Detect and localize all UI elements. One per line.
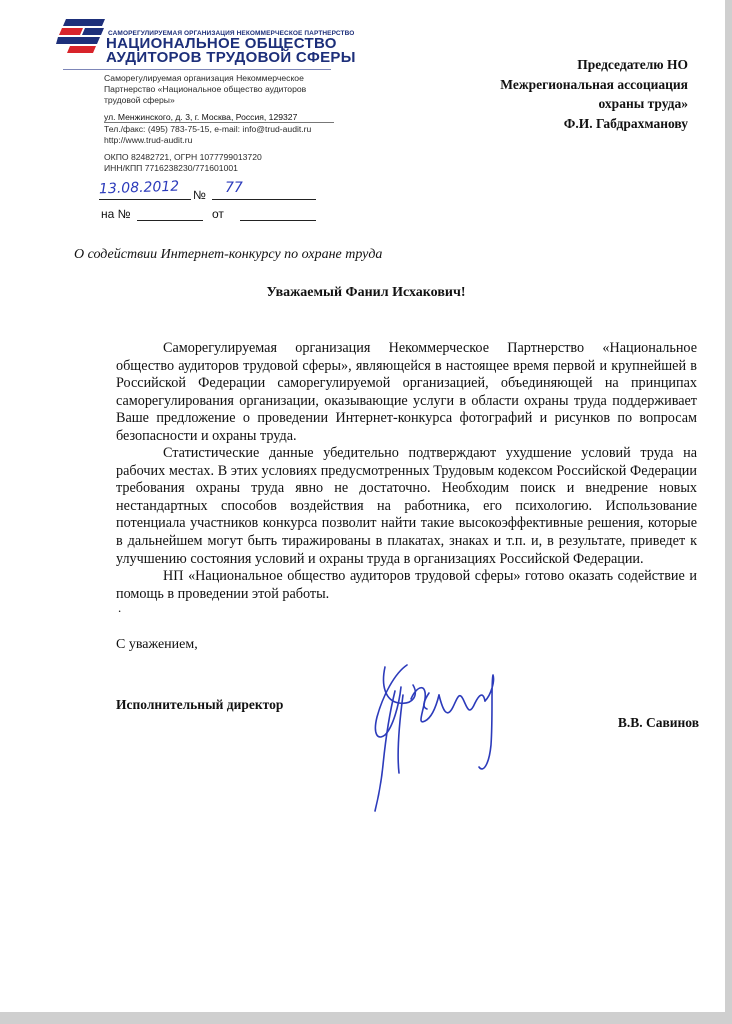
org-full-name-line1: Саморегулируемая организация Некоммерческое [104, 73, 304, 83]
scan-edge-right [725, 0, 732, 1024]
ref-from-label: от [212, 207, 224, 221]
date-underline [99, 199, 191, 200]
addressee-line2: Межрегиональная ассоциация [500, 76, 688, 92]
org-full-name-line2: Партнерство «Национальное общество аудиторов [104, 84, 307, 94]
body-paragraph-2: Статистические данные убедительно подтверждают ухудшение условий труда на рабочих местах. В этих условиях предусмотренных Трудовым кодексом Российской Федерации требования охраны труда явно не достаточно. Необходим поиск и внедрение новых нестандартных способов воздействия на работника, его психологию. Использование потенциала участников конкурса позволит найти такие высокоэффективные решения, которые в дальнейшем могут быть тиражированы в плакатах, знаках и т.п. и, в результате, приведет к улучшению состояния условий и охраны труда в организациях Российской Федерации. [116, 445, 697, 567]
signatory-name: В.В. Савинов [617, 715, 699, 730]
salutation: Уважаемый Фанил Исхакович! [266, 285, 466, 300]
ref-number-label: на № [101, 207, 131, 221]
org-phone: Тел./факс: (495) 783-75-15, e-mail: info@trud-audit.ru [104, 124, 312, 134]
stray-dot: . [118, 600, 122, 615]
org-inn: ИНН/КПП 7716238230/771601001 [104, 163, 238, 173]
org-website: http://www.trud-audit.ru [104, 135, 193, 145]
letter-body [116, 340, 697, 603]
scan-edge-bottom [0, 1012, 732, 1024]
addressee-line1: Председателю НО [577, 57, 688, 72]
org-name-line2: АУДИТОРОВ ТРУДОВОЙ СФЕРЫ [106, 49, 356, 66]
org-name-line1: НАЦИОНАЛЬНОЕ ОБЩЕСТВО [106, 35, 337, 52]
addressee-line3: охраны труда» [598, 96, 688, 111]
org-address: ул. Менжинского, д. 3, г. Москва, Россия, 129327 [104, 112, 298, 122]
handwritten-date: 13.08.2012 [98, 178, 180, 198]
body-paragraph-1: Саморегулируемая организация Некоммерческое Партнерство «Национальное общество аудиторов трудовой сферы», являющейся в настоящее время первой и крупнейшей в Российской Федерации саморегулируемой организацией, объединяющей на принципах саморегулирования организации, оказывающие услуги в области охраны труда поддерживает Ваше предложение о проведении Интернет-конкурса фотографий и рисунков по вопросам безопасности и охраны труда. [116, 340, 697, 444]
org-type-caption: САМОРЕГУЛИРУЕМАЯ ОРГАНИЗАЦИЯ НЕКОММЕРЧЕСКОЕ ПАРТНЕРСТВО [108, 30, 355, 37]
signatory-title: Исполнительный директор [116, 697, 284, 712]
addressee-block [388, 55, 688, 133]
letterhead-divider [63, 69, 331, 70]
addressee-line4: Ф.И. Габдрахманову [563, 115, 688, 131]
handwritten-signature [355, 655, 515, 815]
letter-subject: О содействии Интернет-конкурсу по охране труда [74, 247, 383, 262]
number-label: № [193, 188, 206, 202]
body-paragraph-3: НП «Национальное общество аудиторов трудовой сферы» готово оказать содействие и помощь в проведении этой работы. [116, 568, 697, 602]
number-underline [212, 199, 316, 200]
ref-number-underline [137, 220, 203, 221]
org-name [106, 37, 356, 65]
handwritten-number: 77 [225, 180, 243, 196]
org-full-name-line3: трудовой сферы» [104, 95, 175, 105]
organization-logo-icon [56, 17, 106, 54]
org-okpo: ОКПО 82482721, ОГРН 1077799013720 [104, 152, 262, 162]
closing-phrase: С уважением, [116, 637, 198, 652]
ref-date-underline [240, 220, 316, 221]
address-divider [104, 122, 334, 123]
